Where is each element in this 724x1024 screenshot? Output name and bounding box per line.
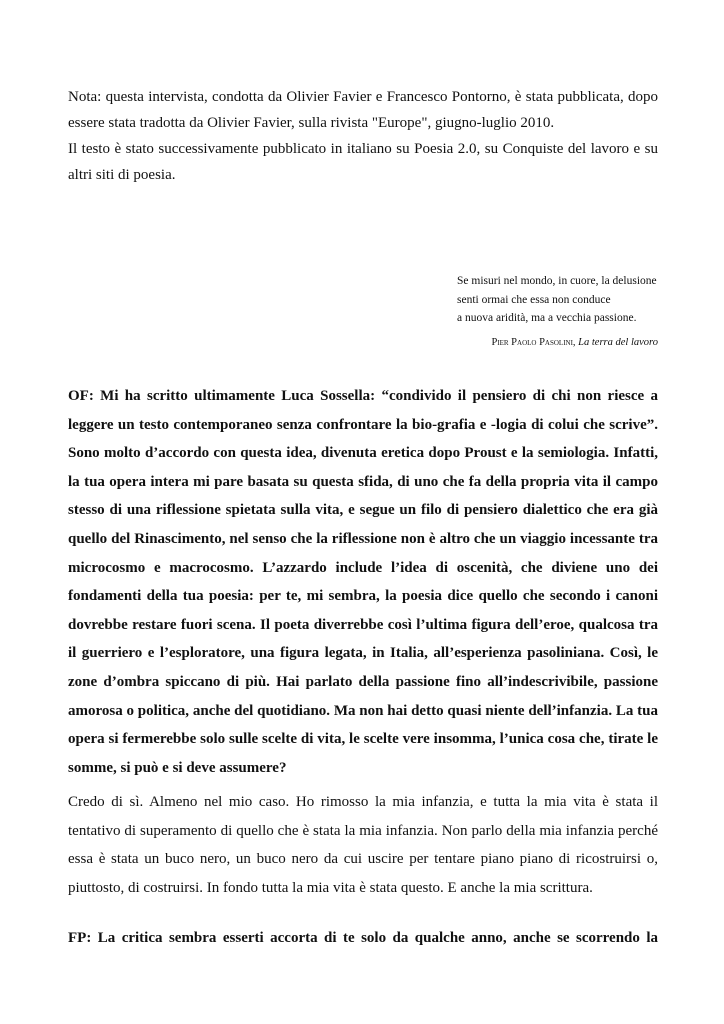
interview-question-of: OF: Mi ha scritto ultimamente Luca Sossella: “condivido il pensiero di chi non riesce a leggere un testo contemporaneo senza confrontare la bio-grafia e -logia di colui che scrive”. Sono molto d’accordo con questa idea, divenuta eretica dopo Proust e la semiologia. Infatti, la tua opera intera mi pare basata su questa sfida, di uno che fa della propria vita il campo stesso di una riflessione spietata sulla vita, e segue un filo di pensiero dialettico che era già quello del Rinascimento, nel senso che la riflessione non è altro che un viaggio incessante tra microcosmo e macrocosmo. L’azzardo include l’idea di oscenità, che diviene uno dei fondamenti della tua poesia: per te, mi sembra, la poesia dice quello che secondo i canoni dovrebbe restare fuori scena. Il poeta diverrebbe così l’ultima figura dell’eroe, qualcosa tra il guerriero e l’esploratore, una figura legata, in Italia, all’esperienza pasoliniana. Così, le zone d’ombra spiccano di più. Hai parlato della passione fino all’indescrivibile, passione amorosa o politica, anche del quotidiano. Ma non hai detto quasi niente dell’infanzia. La tua opera si fermerebbe solo sulle scelte di vita, le scelte vere insomma, l’unica cosa che, tirate le somme, si può e si deve assumere? bbox=[68, 388, 658, 776]
interview-question-fp: FP: La critica sembra esserti accorta di te solo da qualche anno, anche se scorrendo la bbox=[68, 930, 658, 946]
epigraph-line: a nuova aridità, ma a vecchia passione. bbox=[457, 312, 637, 324]
epigraph bbox=[457, 272, 662, 352]
note-paragraph-republication: Il testo è stato successivamente pubblicato in italiano su Poesia 2.0, su Conquiste del lavoro e su altri siti di poesia. bbox=[68, 141, 658, 183]
epigraph-author: Pier Paolo Pasolini bbox=[491, 336, 573, 348]
epigraph-line: Se misuri nel mondo, in cuore, la delusione bbox=[457, 275, 657, 287]
editorial-note bbox=[68, 84, 658, 188]
epigraph-attribution: Pier Paolo Pasolini, La terra del lavoro bbox=[491, 336, 658, 348]
epigraph-work-title: La terra del lavoro bbox=[578, 336, 658, 348]
interview-answer: Credo di sì. Almeno nel mio caso. Ho rimosso la mia infanzia, e tutta la mia vita è stata il tentativo di superamento di quello che è stata la mia infanzia. Non parlo della mia infanzia perché essa è stata un buco nero, un buco nero da cui uscire per tentare piano piano di ricostruirsi o, piuttosto, di costruirsi. In fondo tutta la mia vita è stata questo. E anche la mia scrittura. bbox=[68, 794, 658, 896]
note-paragraph-publication: Nota: questa intervista, condotta da Olivier Favier e Francesco Pontorno, è stata pubblicata, dopo essere stata tradotta da Olivier Favier, sulla rivista "Europe", giugno-luglio 2010. bbox=[68, 89, 658, 131]
epigraph-line: senti ormai che essa non conduce bbox=[457, 293, 611, 306]
